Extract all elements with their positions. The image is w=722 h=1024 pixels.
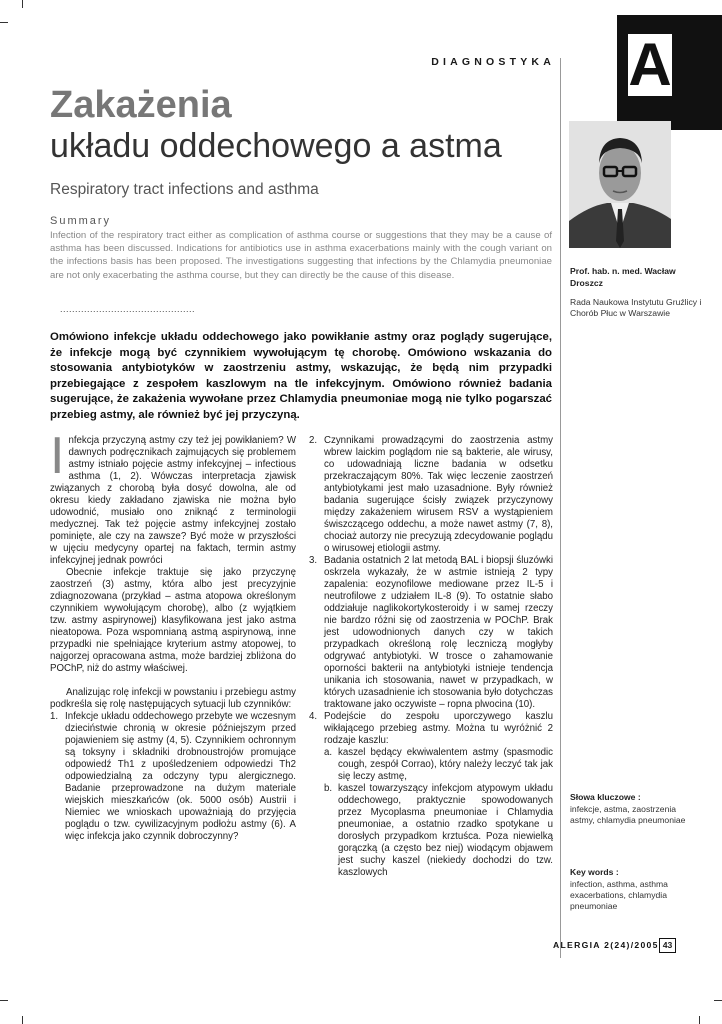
summary-text: Infection of the respiratory tract either as complication of asthma course or suggestions that they may be a cause of asthma has been discussed. Indications for antibiotics use in asthma exacerbations mainly with the cough variant on the infections basis has been proposed. The investigations suggesting that infections by the Chlamydia pneumoniae are not only exacerbating the asthma course, but they can directly be the cause of this disease. — [50, 230, 552, 281]
body-column-left — [50, 427, 296, 843]
list-number: 1. — [50, 711, 59, 722]
list-text: Infekcje układu oddechowego przebyte we wczesnym dzieciństwie chronią w okresie późniejszym przed pojawieniem się astmy (4, 5). Czynnikiem ochronnym są toksyny i składniki drobnoustrojów promujące odpowiedź Th1 z upośledzeniem odpowiedzi Th2 odpowiedzialną za odczyny typu alergicznego. Badanie przeprowadzone na dużym materiale wiejskich mieszkańców (ok. 5000 osób) Austrii i Niemiec we wnioskach upoważniają do przyjęcia poglądu o tzw. cywilizacyjnym podłożu astmy (6). A więc infekcja jako czynnik dobroczynny? — [65, 711, 296, 842]
list-item — [309, 555, 553, 711]
lead-paragraph: Omówiono infekcje układu oddechowego jako powikłanie astmy oraz poglądy sugerujące, że infekcje mogą być czynnikiem wywołującym tę chorobę. Omówiono wskazania do stosowania antybiotyków w zaostrzeniu astmy, wskazując, że będą nim przypadki przebiegające z zespołem kaszlowym na tle infekcyjnym. Omówiono również badania sugerujące, że zakażenia wywołane przez Chlamydia pneumoniae mogą nie tylko pogarszać przebieg astmy, ale również być jej przyczyną. — [50, 331, 552, 421]
list-item — [309, 435, 553, 555]
body-paragraph: Analizując rolę infekcji w powstaniu i przebiegu astmy podkreśla się rolę następujących sytuacji lub czynników: — [50, 687, 296, 710]
summary-heading: Summary — [50, 215, 112, 227]
sub-list — [309, 747, 553, 879]
list-item — [50, 711, 296, 843]
keywords-en-heading: Key words : — [570, 867, 619, 877]
sub-list-text: kaszel towarzyszący infekcjom atypowym układu oddechowego, praktycznie spowodowanych przez Mycoplasma pneumoniae i Chlamydia pneumoniae, a ostatnio rzadko spotykane u dorosłych przypadkom krztuśca. Poza niewielką gorączką (a często bez niej) wiodącym objawem jest suchy kaszel (niekiedy dochodzi do tzw. kaszlowych — [338, 783, 553, 878]
sub-list-item — [324, 747, 553, 783]
keywords-pl: infekcje, astma, zaostrzenia astmy, chlamydia pneumoniae — [570, 804, 686, 826]
crop-mark — [22, 0, 23, 8]
drop-cap: I — [50, 427, 65, 485]
english-title: Respiratory tract infections and asthma — [50, 181, 319, 198]
author-name: Prof. hab. n. med. Wacław Droszcz — [570, 266, 676, 288]
section-corner-letter: A — [628, 34, 672, 96]
body-paragraph: Obecnie infekcje traktuje się jako przyczynę zaostrzeń (3) astmy, która albo jest precyzyjnie zdiagnozowana (przykład – astma atopowa określonym czynnikiem wywołującym chorobę), albo (z wyjątkiem tzw. astmy aspirynowej) klasyfikowana jest jako astma nieatopowa. Poza wspomnianą astmą aspirynową, inne przypadki nie spełniające kryterium astmy atopowej, to najgorzej opracowana astma, może bardziej zbliżona do POChP, niż do astmy właściwej. — [50, 567, 296, 674]
crop-mark — [0, 22, 8, 23]
journal-footer: ALERGIA 2(24)/2005 — [553, 940, 659, 950]
body-paragraph — [50, 427, 296, 567]
crop-mark — [0, 1000, 8, 1001]
crop-mark — [22, 1016, 23, 1024]
crop-mark — [699, 1016, 700, 1024]
keywords-pl-heading: Słowa kluczowe : — [570, 792, 641, 802]
body-column-right — [309, 435, 553, 879]
list-number: 2. — [309, 435, 318, 446]
sub-list-item — [324, 783, 553, 879]
sub-list-text: kaszel będący ekwiwalentem astmy (spasmodic cough, zespół Corrao), który należy leczyć tak jak się leczy astmę, — [338, 747, 553, 782]
column-divider — [560, 58, 561, 958]
paragraph-text: nfekcja przyczyną astmy czy też jej powikłaniem? W dawnych podręcznikach zajmujących się problemem astmy istniało pojęcie astmy infekcyjnej – infectious asthma (1, 2). Wówczas interpretacja zjawisk związanych z chorobą była dosyć dowolna, ale od okresu kiedy zakładano zjawiska nie można było udowodnić, musiało ono zniknąć z terminologii medycznej. Tak też pojęcie astmy infekcyjnej zostało pominięte, ale czy na zawsze? Być może w przyszłości w ujęciu medycyny opartej na faktach, termin astmy infekcyjnej jednak powróci — [50, 435, 296, 566]
author-photo — [569, 121, 671, 248]
page-number: 43 — [659, 938, 676, 953]
list-item — [309, 711, 553, 747]
author-portrait-image — [569, 121, 671, 248]
sub-list-letter: b. — [324, 783, 333, 794]
list-text: Podejście do zespołu uporczywego kaszlu wikłającego przebieg astmy. Można tu wyróżnić 2 rodzaje kaszlu: — [324, 711, 553, 746]
section-label: DIAGNOSTYKA — [431, 56, 555, 68]
author-affiliation: Rada Naukowa Instytutu Gruźlicy i Chorób Płuc w Warszawie — [570, 297, 702, 319]
list-number: 3. — [309, 555, 318, 566]
sub-list-letter: a. — [324, 747, 333, 758]
article-title: Zakażenia — [50, 84, 232, 126]
list-text: Czynnikami prowadzącymi do zaostrzenia astmy wbrew laickim poglądom nie są bakterie, ale wirusy, co udowadniają liczne badania w odsetku przekraczającym 80%. Tak więc leczenie zaostrzeń antybiotykami jest mało uzasadnione. Były również badania sugerujące ścisły związek przyczynowy między zakażeniem wirusem RSV a wystąpieniem świszczącego oddechu, a może nawet astmy (7, 8), chociaż autorzy nie precyzują zdecydowanie poglądu o wirusowej etiologii astmy. — [324, 435, 553, 554]
keywords-en: infection, asthma, asthma exacerbations, chlamydia pneumoniae — [570, 879, 668, 912]
list-number: 4. — [309, 711, 318, 722]
dotted-separator: ............................................. — [60, 304, 196, 314]
list-text: Badania ostatnich 2 lat metodą BAL i biopsji śluzówki oskrzela wykazały, że w astmie istnieją 2 typy zapalenia: eozynofilowe mediowane przez IL-5 i neutrofilowe z udziałem IL-8 (9). To ostatnie słabo oddziałuje naglikokortykosteroidy i w samej rzeczy nie bardzo różni się od zaostrzenia w POChP. Brak jest udowodnionych danych czy w takich przypadkach określoną rolę leczniczą mogłyby odgrywać antybiotyki. W trosce o zahamowanie oporności bakterii na antybiotyki istnieje tendencja unikania ich stosowania, nawet w przypadkach, w których uzasadnienie ich stosowania było dotychczas traktowane jako oczywiste – ropna plwocina (10). — [324, 555, 553, 710]
article-subtitle: układu oddechowego a astma — [50, 127, 502, 165]
crop-mark — [714, 1000, 722, 1001]
